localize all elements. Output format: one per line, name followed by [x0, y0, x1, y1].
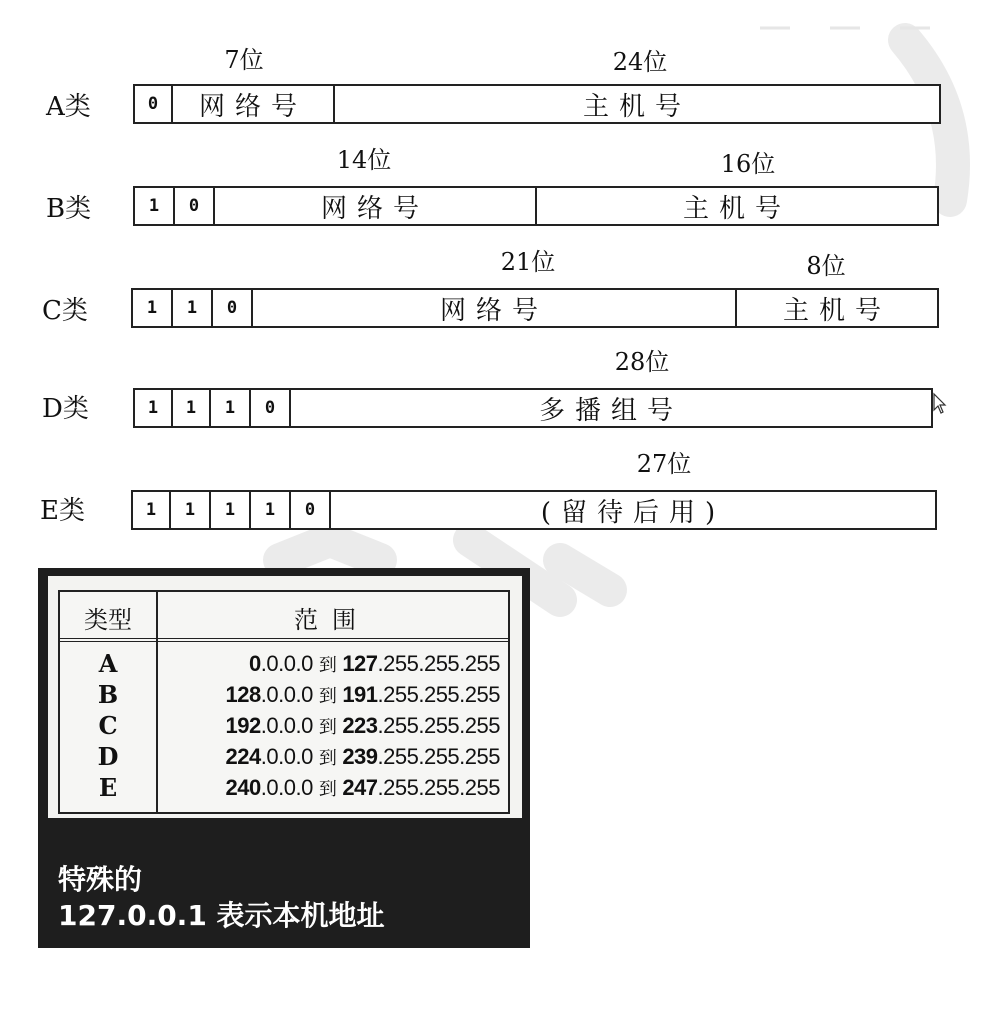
mouse-cursor-icon	[932, 392, 948, 416]
class-e-bar	[131, 490, 937, 530]
class-d-prefix-bit-2: 1	[173, 390, 211, 426]
class-e-label: E类	[40, 496, 85, 526]
class-e-prefix-bit-4: 1	[251, 492, 291, 528]
header-range: 范围	[294, 606, 370, 634]
class-e-reserved-bits: 27位	[636, 450, 692, 478]
table-row	[60, 648, 508, 679]
caption-line-2: 127.0.0.1 表示本机地址	[58, 899, 385, 932]
class-d-prefix-bit-1: 1	[135, 390, 173, 426]
class-e-prefix-bit-3: 1	[211, 492, 251, 528]
class-d-bar	[133, 388, 933, 428]
row-range: 0.0.0.0 到 127.255.255.255	[249, 651, 500, 676]
class-c-prefix-bit-3: 0	[213, 290, 253, 326]
table-row	[60, 772, 508, 803]
class-a-host-field: 主机号	[582, 91, 691, 122]
row-range: 192.0.0.0 到 223.255.255.255	[225, 713, 500, 738]
row-class: C	[98, 711, 118, 740]
table-row	[60, 679, 508, 710]
table-row	[60, 741, 508, 772]
class-a-label: A类	[46, 92, 91, 122]
class-a-network-field: 网络号	[173, 86, 335, 122]
class-c-label: C类	[42, 296, 88, 326]
class-e-prefix-bit-2: 1	[171, 492, 211, 528]
class-e-prefix-bit-1: 1	[133, 492, 171, 528]
class-e-prefix-bit-5: 0	[291, 492, 331, 528]
class-c-prefix-bit-1: 1	[133, 290, 173, 326]
class-d-prefix-bit-4: 0	[251, 390, 291, 426]
class-a-network-bits: 7位	[224, 46, 264, 74]
row-class: A	[98, 649, 118, 678]
row-range: 240.0.0.0 到 247.255.255.255	[225, 775, 500, 800]
row-class: E	[98, 773, 118, 802]
row-range: 128.0.0.0 到 191.255.255.255	[225, 682, 500, 707]
class-b-prefix-bit-1: 1	[135, 188, 175, 224]
class-d-multicast-bits: 28位	[614, 348, 670, 376]
class-c-host-bits: 8位	[806, 252, 846, 280]
table-row	[60, 710, 508, 741]
row-class: D	[97, 742, 119, 771]
address-range-table	[58, 590, 510, 814]
class-d-label: D类	[42, 394, 89, 424]
class-b-label: B类	[46, 194, 92, 224]
table-header	[60, 592, 508, 642]
class-c-network-bits: 21位	[500, 248, 556, 276]
range-photo-panel	[38, 568, 530, 948]
class-b-host-field: 主机号	[682, 193, 791, 224]
class-b-network-bits: 14位	[336, 146, 392, 174]
class-c-prefix-bit-2: 1	[173, 290, 213, 326]
class-b-network-field: 网络号	[215, 188, 537, 224]
range-table-photo	[48, 576, 522, 818]
row-class: B	[97, 680, 119, 709]
class-b-prefix-bit-2: 0	[175, 188, 215, 224]
class-a-prefix-bit: 0	[135, 86, 173, 122]
caption-line-1: 特殊的	[58, 863, 143, 896]
row-range: 224.0.0.0 到 239.255.255.255	[225, 744, 500, 769]
class-c-host-field: 主机号	[782, 295, 891, 326]
class-d-prefix-bit-3: 1	[211, 390, 251, 426]
class-e-reserved-field: (留待后用)	[540, 497, 726, 528]
class-c-bar	[131, 288, 939, 328]
class-d-multicast-field: 多播组号	[538, 395, 683, 426]
class-a-host-bits: 24位	[612, 48, 668, 76]
header-type: 类型	[84, 606, 132, 634]
class-b-bar	[133, 186, 939, 226]
class-b-host-bits: 16位	[720, 150, 776, 178]
class-c-network-field: 网络号	[253, 290, 737, 326]
class-a-bar	[133, 84, 941, 124]
